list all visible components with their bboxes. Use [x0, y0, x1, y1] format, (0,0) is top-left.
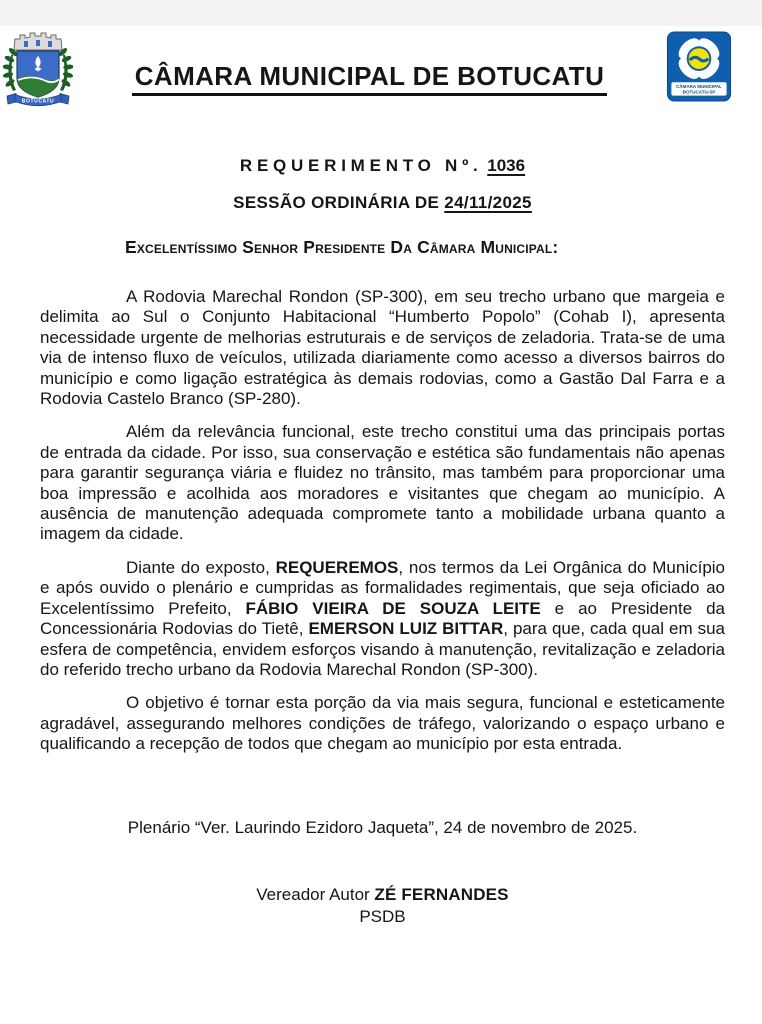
paragraph-bold-segment: FÁBIO VIEIRA DE SOUZA LEITE: [245, 598, 541, 618]
botucatu-coat-of-arms-icon: [3, 31, 73, 109]
signature-party: PSDB: [359, 906, 406, 926]
shield: [17, 51, 59, 97]
salutation: Excelentíssimo Senhor Presidente Da Câmara Municipal:: [125, 237, 559, 257]
sessao-heading: [40, 193, 725, 213]
requerimento-number: 1036: [487, 156, 526, 175]
paragraph-bold-segment: EMERSON LUIZ BITTAR: [308, 619, 504, 639]
document-body: [0, 156, 762, 928]
seal-text-line2: BOTUCATU-SP: [682, 89, 716, 95]
paragraph-text-segment: O objetivo é tornar esta porção da via mais segura, funcional e esteticamente agradável, assegurando melhores condições de tráfego, valorizando o espaço urbano e qualificando a recepção de todos que chegam ao município por esta entrada.: [40, 693, 725, 754]
title-wrap: [73, 31, 666, 96]
camara-municipal-seal-icon: [666, 31, 732, 102]
coat-of-arms-svg: [3, 31, 73, 109]
paragraph-text-segment: Diante do exposto,: [126, 557, 276, 577]
document-header: [0, 26, 762, 113]
signature-prefix: Vereador Autor: [256, 884, 375, 904]
closing-place-date: Plenário “Ver. Laurindo Ezidoro Jaqueta”, 24 de novembro de 2025.: [127, 817, 638, 837]
paragraphs-container: [40, 287, 725, 755]
requerimento-label: REQUERIMENTO Nº.: [239, 156, 483, 175]
paragraph-bold-segment: REQUEREMOS: [275, 557, 399, 577]
sessao-label: SESSÃO ORDINÁRIA DE: [233, 193, 440, 212]
paragraph: [40, 693, 725, 754]
paragraph-text-segment: A Rodovia Marechal Rondon (SP-300), em seu trecho urbano que margeia e delimita ao Sul o Conjunto Habitacional “Humberto Popolo” (Cohab I), apresenta necessidade urgente de melhorias estruturais e de serviços de zeladoria. Trata-se de uma via de intenso fluxo de veículos, utilizada diariamente como acesso a diversos bairros do município e como ligação estratégica às demais rodovias, como a Gastão Dal Farra e a Rodovia Castelo Branco (SP-280).: [40, 287, 725, 409]
paragraph-text-segment: , para que, cada qual em sua esfera de competência, envidem esforços visando à manutenção, revitalização e zeladoria do referido trecho urbano da Rodovia Marechal Rondon (SP-300).: [40, 619, 726, 679]
paragraph: [40, 287, 725, 409]
ribbon-text: BOTUCATU: [21, 98, 55, 105]
seal-svg: [666, 31, 732, 102]
mural-crown: [14, 33, 62, 50]
paragraph-text-segment: Além da relevância funcional, este trecho constitui uma das principais portas de entrada da cidade. Por isso, sua conservação e estética são fundamentais não apenas para garantir segurança viária e fluidez no trânsito, mas também para proporcionar uma boa impressão e acolhida aos moradores e visitantes que chegam ao município. A ausência de manutenção adequada compromete tanto a mobilidade urbana quanto a imagem da cidade.: [40, 422, 725, 544]
signature-line: [40, 884, 725, 906]
paragraph: [40, 558, 725, 680]
paragraph-text-segment: , nos termos da Lei Orgânica do Município e após ouvido o plenário e cumpridas as formalidades regimentais, que seja oficiado ao Excelentíssimo Prefeito,: [40, 557, 726, 618]
sessao-date: 24/11/2025: [444, 193, 532, 212]
paragraph: [40, 422, 725, 544]
requerimento-heading: [40, 156, 725, 176]
page-title: CÂMARA MUNICIPAL DE BOTUCATU: [132, 62, 608, 96]
signature-author-name: ZÉ FERNANDES: [374, 884, 509, 904]
seal-text-line1: CÂMARA MUNICIPAL: [676, 84, 722, 90]
paragraph-text-segment: e ao Presidente da Concessionária Rodovias do Tietê,: [40, 598, 725, 639]
page-top-band: [0, 0, 762, 26]
